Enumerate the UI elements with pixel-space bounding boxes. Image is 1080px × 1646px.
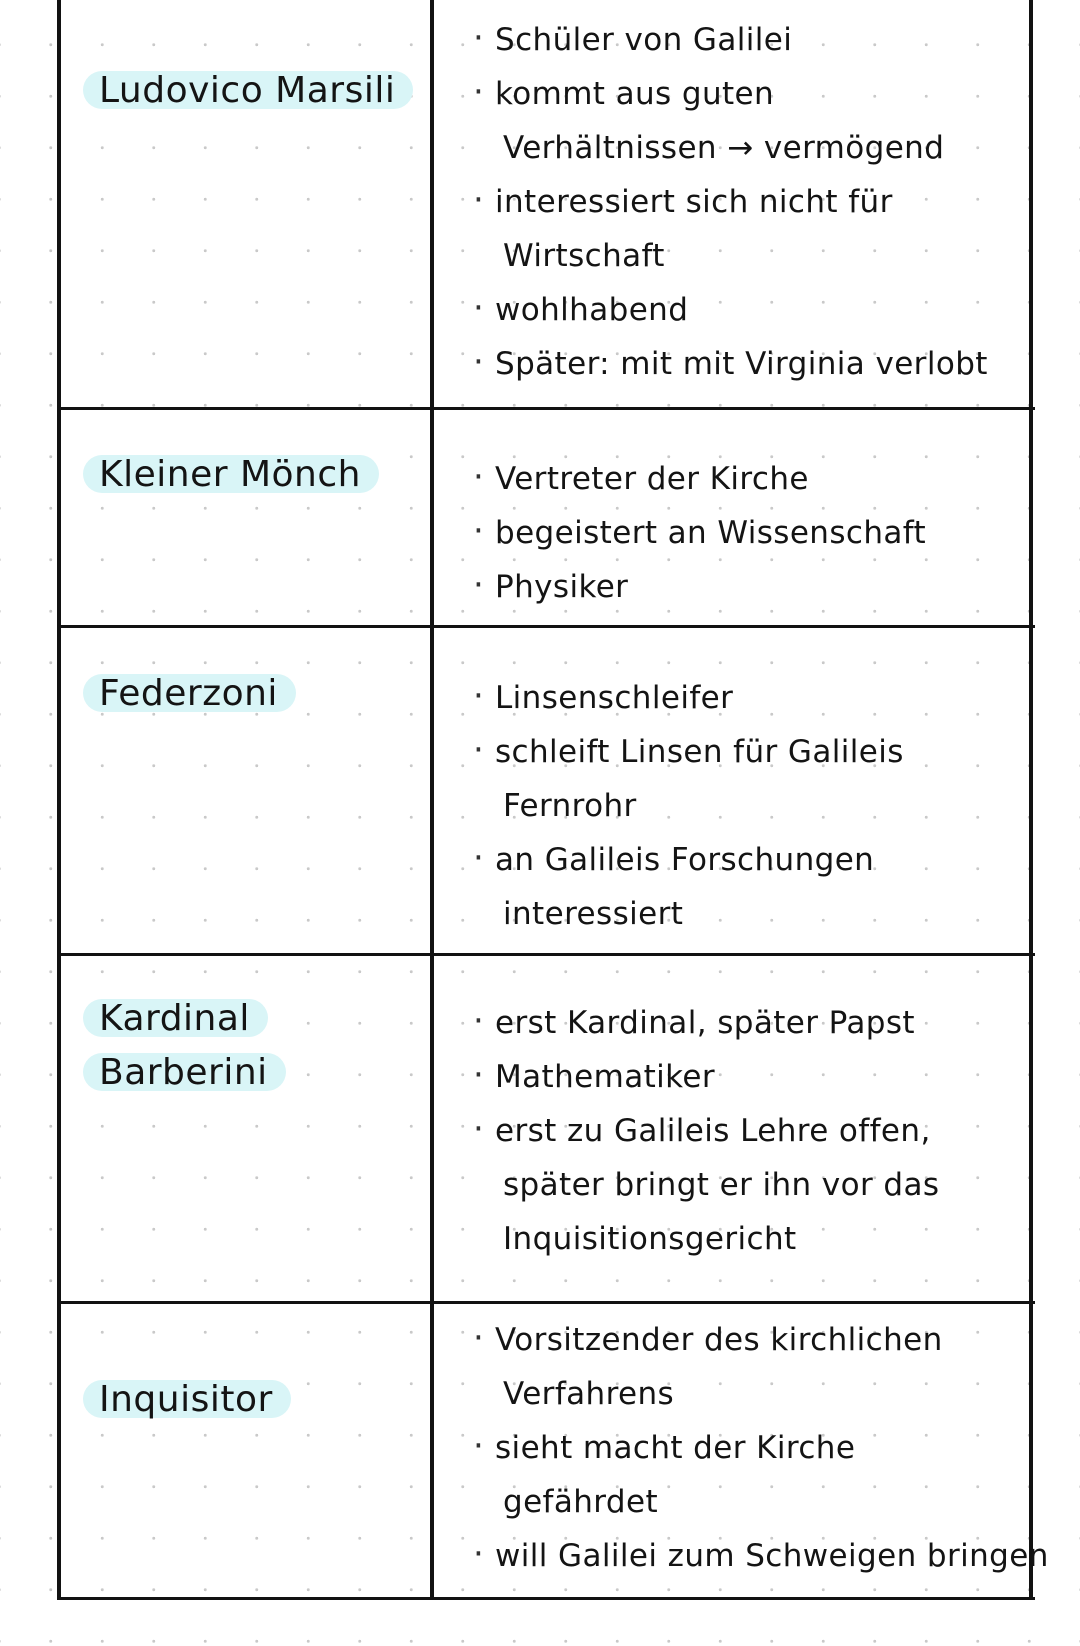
note-continuation: Fernrohr xyxy=(503,788,637,824)
character-name: Kardinal xyxy=(83,999,268,1037)
character-name: Ludovico Marsili xyxy=(83,71,413,109)
note-item: · wohlhabend xyxy=(473,283,1028,337)
character-name-cell xyxy=(83,674,413,728)
table-row xyxy=(57,1304,1049,1600)
note-item: · erst Kardinal, später Papst xyxy=(473,996,1028,1050)
character-name-cell xyxy=(83,999,413,1107)
character-notes xyxy=(473,996,1028,1266)
character-notes xyxy=(473,452,1028,614)
note-item: · kommt aus guten xyxy=(473,67,1028,121)
character-name: Inquisitor xyxy=(83,1380,291,1418)
note-item: · Vorsitzender des kirchlichen xyxy=(473,1313,1028,1367)
character-notes xyxy=(473,13,1028,391)
character-name: Barberini xyxy=(83,1053,286,1091)
character-name: Federzoni xyxy=(83,674,296,712)
note-continuation: gefährdet xyxy=(503,1484,659,1520)
note-item: · schleift Linsen für Galileis xyxy=(473,725,1028,779)
note-item: · Schüler von Galilei xyxy=(473,13,1028,67)
note-item: · Physiker xyxy=(473,560,1028,614)
table-row xyxy=(57,628,1035,956)
note-item: · Mathematiker xyxy=(473,1050,1028,1104)
table-row xyxy=(57,956,1035,1304)
character-name-cell xyxy=(83,455,413,509)
character-table xyxy=(57,0,1049,1600)
character-name: Kleiner Mönch xyxy=(83,455,379,493)
note-item: · Später: mit mit Virginia verlobt xyxy=(473,337,1028,391)
note-item: · sieht macht der Kirche xyxy=(473,1421,1028,1475)
table-row xyxy=(57,410,1035,628)
character-name-cell xyxy=(83,71,413,125)
note-item: · erst zu Galileis Lehre offen, xyxy=(473,1104,1028,1158)
note-continuation: Verfahrens xyxy=(503,1376,675,1412)
note-item: · begeistert an Wissenschaft xyxy=(473,506,1028,560)
note-item: · an Galileis Forschungen xyxy=(473,833,1028,887)
note-item: · Linsenschleifer xyxy=(473,671,1028,725)
character-notes xyxy=(473,1313,1049,1583)
note-continuation: Verhältnissen → vermögend xyxy=(503,130,945,166)
character-notes xyxy=(473,671,1028,941)
table-row xyxy=(57,0,1035,410)
note-item: · will Galilei zum Schweigen bringen xyxy=(473,1529,1028,1583)
note-item: · interessiert sich nicht für xyxy=(473,175,1028,229)
note-continuation: später bringt er ihn vor das xyxy=(503,1167,940,1203)
note-continuation: interessiert xyxy=(503,896,684,932)
character-name-cell xyxy=(83,1380,413,1434)
note-continuation: Wirtschaft xyxy=(503,238,665,274)
note-item: · Vertreter der Kirche xyxy=(473,452,1028,506)
note-continuation: Inquisitionsgericht xyxy=(503,1221,797,1257)
